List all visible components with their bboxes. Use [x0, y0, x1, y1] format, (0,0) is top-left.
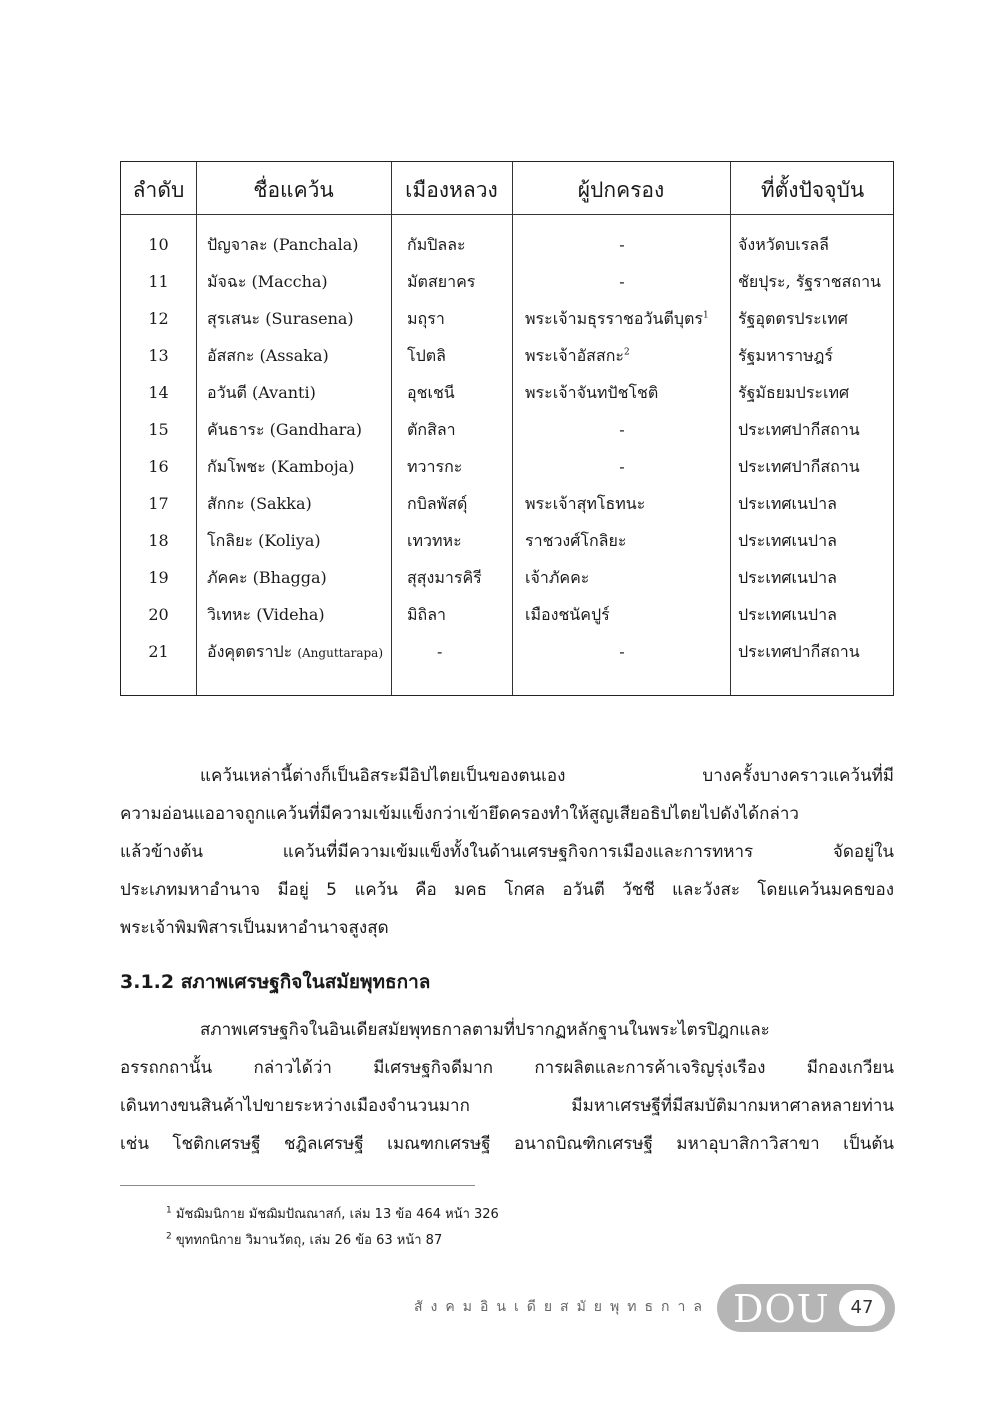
paragraph-line: ประเภทมหาอำนาจ มีอยู่ 5 แคว้น คือ มคธ โกศล อวันตี วัชชี และวังสะ โดยแคว้นมคธของ	[120, 880, 894, 900]
book-title: สังคมอินเดียสมัยพุทธกาล	[414, 1299, 710, 1315]
paragraph-line: เช่น โชติกเศรษฐี ชฎิลเศรษฐี เมณฑกเศรษฐี อนาถบิณฑิกเศรษฐี มหาอุบาสิกาวิสาขา เป็นต้น	[120, 1134, 894, 1154]
row-ruler: -	[619, 272, 625, 291]
row-order: 10	[148, 235, 169, 254]
row-present-location: รัฐอุตตรประเทศ	[738, 309, 848, 328]
row-kingdom-name: มัจฉะ (Maccha)	[207, 272, 328, 291]
row-present-location: จังหวัดบเรลลี	[738, 235, 829, 254]
row-ruler: -	[619, 642, 625, 661]
header-capital: เมืองหลวง	[405, 178, 498, 202]
ruler-name: พระเจ้าสุทโธทนะ	[525, 494, 646, 513]
page-number: 47	[839, 1290, 885, 1326]
row-order: 13	[148, 346, 169, 365]
kingdoms-table	[120, 161, 894, 696]
header-kingdom-name: ชื่อแคว้น	[253, 178, 334, 202]
footnote-mark: 2	[166, 1231, 172, 1242]
paragraph-kingdoms	[120, 757, 894, 947]
footnote-text: มัชฌิมนิกาย มัชฌิมปัณณาสก์, เล่ม 13 ข้อ 464 หน้า 326	[175, 1207, 499, 1222]
row-kingdom-name: ปัญจาละ (Panchala)	[207, 235, 359, 254]
row-ruler	[525, 341, 735, 371]
row-kingdom-name: วิเทหะ (Videha)	[207, 605, 325, 624]
header-present-location: ที่ตั้งปัจจุบัน	[760, 178, 865, 202]
row-ruler	[525, 378, 735, 408]
row-order: 11	[148, 272, 169, 291]
row-present-location: ประเทศเนปาล	[738, 568, 837, 587]
row-present-location: ชัยปุระ, รัฐราชสถาน	[738, 272, 881, 291]
ruler-name: ราชวงศ์โกลิยะ	[525, 531, 627, 550]
row-capital: -	[437, 642, 443, 661]
row-kingdom-name: คันธาระ (Gandhara)	[207, 420, 363, 439]
row-ruler	[525, 489, 735, 519]
row-present-location: ประเทศปากีสถาน	[738, 420, 860, 439]
dou-logo	[717, 1284, 895, 1332]
ruler-name: เมืองชนัคปูร์	[525, 605, 610, 624]
row-ruler	[525, 600, 735, 630]
row-kingdom-name: โกลิยะ (Koliya)	[207, 531, 321, 550]
row-ruler	[525, 526, 735, 556]
row-kingdom-name: สักกะ (Sakka)	[207, 494, 312, 513]
ruler-name: พระเจ้าอัสสกะ	[525, 346, 624, 365]
row-ruler: -	[619, 457, 625, 476]
row-capital: ทวารกะ	[407, 457, 463, 476]
column-divider	[391, 162, 392, 695]
footnote	[166, 1229, 442, 1250]
row-order: 18	[148, 531, 169, 550]
row-capital: ตักสิลา	[407, 420, 456, 439]
row-capital: มัตสยาคร	[407, 272, 476, 291]
row-present-location: ประเทศเนปาล	[738, 531, 837, 550]
footnote-mark: 1	[166, 1205, 172, 1216]
row-capital: เทวทหะ	[407, 531, 462, 550]
header-divider	[121, 214, 893, 215]
column-divider	[196, 162, 197, 695]
row-present-location: ประเทศเนปาล	[738, 494, 837, 513]
paragraph-line: เดินทางขนสินค้าไปขายระหว่างเมืองจำนวนมาก มีมหาเศรษฐีที่มีสมบัติมากมหาศาลหลายท่าน	[120, 1096, 894, 1116]
row-order: 20	[148, 605, 169, 624]
footnote-reference: 2	[623, 347, 630, 358]
ruler-name: พระเจ้ามธุรราชอวันตีบุตร	[525, 309, 703, 328]
header-ruler: ผู้ปกครอง	[577, 178, 665, 202]
row-capital: มิถิลา	[407, 605, 447, 624]
row-capital: อุชเชนี	[407, 383, 455, 402]
row-capital: โปตลิ	[407, 346, 446, 365]
kingdom-name-english: (Anguttarapa)	[297, 646, 384, 660]
row-present-location: ประเทศปากีสถาน	[738, 457, 860, 476]
footnote-text: ขุททกนิกาย วิมานวัตถุ, เล่ม 26 ข้อ 63 หน้า 87	[175, 1233, 443, 1248]
row-order: 21	[148, 642, 169, 661]
paragraph-line: อรรถกถานั้น กล่าวได้ว่า มีเศรษฐกิจดีมาก การผลิตและการค้าเจริญรุ่งเรือง มีกองเกวียน	[120, 1058, 894, 1078]
row-order: 14	[148, 383, 169, 402]
logo-text: DOU	[733, 1287, 830, 1331]
paragraph-line: ความอ่อนแออาจถูกแคว้นที่มีความเข้มแข็งกว่าเข้ายึดครองทำให้สูญเสียอธิปไตยไปดังได้กล่าว	[120, 804, 799, 824]
header-order: ลำดับ	[132, 178, 185, 202]
row-ruler: -	[619, 420, 625, 439]
ruler-name: พระเจ้าจันทปัชโชติ	[525, 383, 659, 402]
row-kingdom-name: อัสสกะ (Assaka)	[207, 346, 329, 365]
paragraph-line: พระเจ้าพิมพิสารเป็นมหาอำนาจสูงสุด	[120, 918, 389, 938]
row-order: 16	[148, 457, 169, 476]
paragraph-economy	[120, 1011, 894, 1163]
paragraph-line: สภาพเศรษฐกิจในอินเดียสมัยพุทธกาลตามที่ปรากฏหลักฐานในพระไตรปิฎกและ	[200, 1020, 770, 1040]
ruler-name: เจ้าภัคคะ	[525, 568, 590, 587]
row-capital: มถุรา	[407, 309, 445, 328]
row-order: 15	[148, 420, 169, 439]
row-kingdom-name: อวันตี (Avanti)	[207, 383, 316, 402]
row-capital: สุสุงมารคิรี	[407, 568, 482, 587]
row-kingdom-name: สุรเสนะ (Surasena)	[207, 309, 354, 328]
row-kingdom-name: ภัคคะ (Bhagga)	[207, 568, 327, 587]
row-capital: กบิลพัสดุ์	[407, 494, 468, 513]
footnote-divider	[120, 1185, 475, 1186]
paragraph-line: แคว้นเหล่านี้ต่างก็เป็นอิสระมีอิปไตยเป็นของตนเอง บางครั้งบางคราวแคว้นที่มี	[200, 766, 894, 786]
row-kingdom-name: กัมโพชะ (Kamboja)	[207, 457, 355, 476]
row-present-location: ประเทศปากีสถาน	[738, 642, 860, 661]
row-ruler: -	[619, 235, 625, 254]
row-present-location: รัฐมัธยมประเทศ	[738, 383, 850, 402]
kingdom-name-thai: อังคุตตราปะ	[207, 642, 293, 661]
row-order: 12	[148, 309, 169, 328]
footnote-reference: 1	[702, 310, 709, 321]
section-heading: 3.1.2 สภาพเศรษฐกิจในสมัยพุทธกาล	[120, 971, 431, 993]
row-order: 19	[148, 568, 169, 587]
row-capital: กัมปิลละ	[407, 235, 466, 254]
row-ruler	[525, 563, 735, 593]
footnote	[166, 1203, 499, 1224]
row-ruler	[525, 304, 735, 334]
row-kingdom-name	[207, 637, 391, 667]
row-present-location: ประเทศเนปาล	[738, 605, 837, 624]
row-present-location: รัฐมหาราษฎร์	[738, 346, 833, 365]
row-order: 17	[148, 494, 169, 513]
paragraph-line: แล้วข้างต้น แคว้นที่มีความเข้มแข็งทั้งในด้านเศรษฐกิจการเมืองและการทหาร จัดอยู่ใน	[120, 842, 894, 862]
